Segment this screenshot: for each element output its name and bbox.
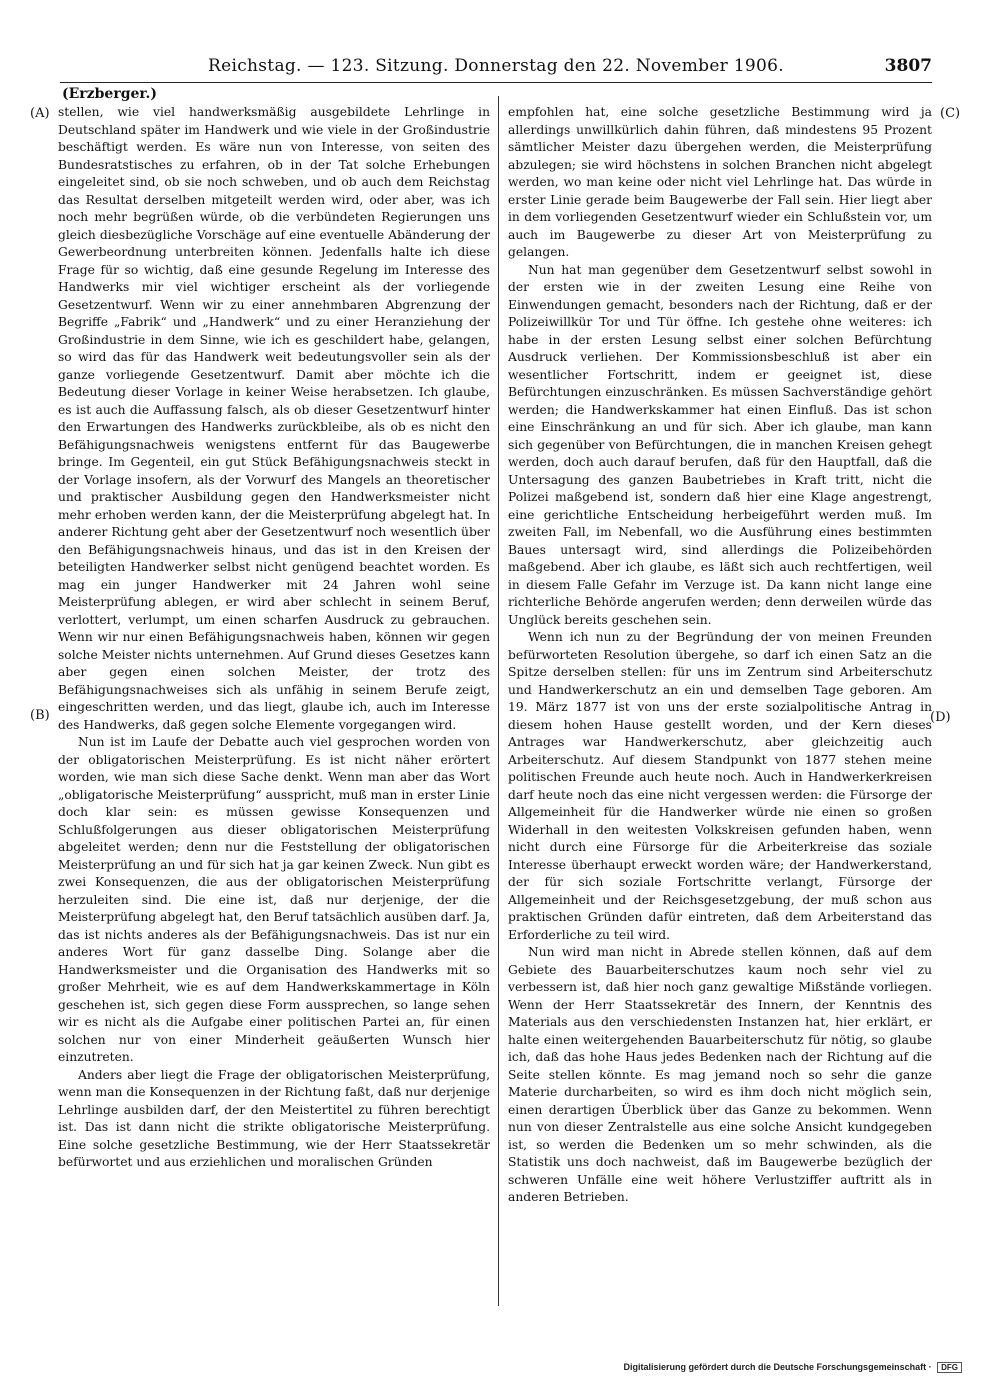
margin-mark-b: (B) — [30, 708, 50, 723]
paragraph: Nun wird man nicht in Abrede stellen können, daß auf dem Gebiete des Bauarbeiterschutzes kaum noch sehr viel zu verbessern ist, daß hier noch ganz gewaltige Mißstände vorliegen. Wenn der Herr Staatssekretär des Innern, der Kenntnis des Materials aus den verschiedensten Instanzen hat, hier erklärt, er halte einen weitergehenden Bauarbeiterschutz für nötig, so glaube ich, daß das hohe Haus jedes Bedenken nach der Richtung auf die Seite stellen könnte. Es mag jemand noch so sehr die ganze Materie durcharbeiten, so wird es ihm doch nicht möglich sein, einen derartigen Überblick über das Ganze zu bekommen. Wenn nun von dieser Zentralstelle aus eine solche Ansicht kundgegeben ist, so werden die Bedenken um so mehr schwinden, als die Statistik uns doch nachweist, daß im Baugewerbe bezüglich der schweren Unfälle eine weit höhere Verlustziffer auftritt als in anderen Betrieben. — [508, 945, 932, 1204]
column-divider — [498, 96, 499, 1306]
page-number: 3807 — [884, 56, 932, 76]
paragraph: Nun hat man gegenüber dem Gesetzentwurf selbst sowohl in der ersten wie in der zweiten Lesung eine Reihe von Einwendungen gemacht, besonders nach der Richtung, daß er der Polizeiwillkür Tor und Tür öffne. Ich gestehe ohne weiteres: ich habe in der ersten Lesung selbst einer solchen Befürchtung Ausdruck verliehen. Der Kommissionsbeschluß ist aber ein wesentlicher Fortschritt, indem er geeignet ist, diese Befürchtungen einzuschränken. Es müssen Sachverständige gehört werden; die Handwerkskammer hat einen Einfluß. Das ist schon eine Einschränkung an und für sich. Aber ich glaube, man kann sich gegenüber von Befürchtungen, die in manchen Kreisen gehegt werden, doch auch darauf berufen, daß für den Hauptfall, daß die Untersagung des ganzen Baubetriebes in Kraft tritt, nicht die Polizei maßgebend ist, sondern daß hier eine Klage angestrengt, eine gerichtliche Entscheidung herbeigeführt werden muß. Im zweiten Fall, im Nebenfall, wo die Ausführung eines bestimmten Baues untersagt wird, sind allerdings die Polizeibehörden maßgebend. Aber ich glaube, es läßt sich auch rechtfertigen, weil in diesem Falle Gefahr im Verzuge ist. Da kann nicht lange eine richterliche Behörde angerufen werden; denn derweilen würde das Unglück bereits geschehen sein. — [508, 262, 932, 627]
paragraph: Anders aber liegt die Frage der obligatorischen Meisterprüfung, wenn man die Konsequenzen in der Richtung faßt, daß nur derjenige Lehrlinge ausbilden darf, der den Meistertitel zu führen berechtigt ist. Das ist dann nicht die strikte obligatorische Meisterprüfung. Eine solche gesetzliche Bestimmung, wie der Herr Staatssekretär befürwortet und aus erziehlichen und moralischen Gründen — [58, 1067, 490, 1169]
right-column — [508, 104, 932, 1354]
paragraph: Wenn ich nun zu der Begründung der von meinen Freunden befürworteten Resolution übergehe, so darf ich einen Satz an die Spitze derselben stellen: für uns im Zentrum sind Arbeiterschutz und Handwerkerschutz an ein und demselben Tage geboren. Am 19. März 1877 ist von uns der erste sozialpolitische Antrag in diesem hohen Hause gestellt worden, und der Kern dieses Antrages war Handwerkerschutz, aber gleichzeitig auch Arbeiterschutz. Auf diesem Standpunkt von 1877 stehen meine politischen Freunde auch heute noch. Auch in Handwerkerkreisen darf heute noch das eine nicht vergessen werden: die Fürsorge der Allgemeinheit für die Handwerker würde nie einen so großen Widerhall in den weitesten Volkskreisen gefunden haben, wenn nicht durch eine Fürsorge für die Arbeiterkreise das soziale Interesse überhaupt erweckt worden wäre; der Handwerkerstand, der für sich soziale Fortschritte verlangt, Fürsorge der Allgemeinheit und der Reichsgesetzgebung, der muß schon aus praktischen Gründen dafür eintreten, daß dem Arbeiterstand das Erforderliche zu teil wird. — [508, 630, 932, 942]
margin-mark-a: (A) — [30, 106, 50, 121]
footer-text: Digitalisierung gefördert durch die Deutsche Forschungsgemeinschaft · — [623, 1362, 932, 1372]
paragraph: stellen, wie viel handwerksmäßig ausgebildete Lehrlinge in Deutschland später im Handwerk und wie viele in der Großindustrie beschäftigt werden. Es wäre nun von Interesse, von seiten des Bundesratstisches zu erfahren, ob in der Tat solche Erhebungen eingeleitet sind, ob sie noch schweben, und ob auch dem Reichstag das Resultat derselben mitgeteilt werden wird, oder aber, was ich noch mehr begrüßen würde, ob die verbündeten Regierungen uns gleich diesbezügliche Vorschäge auf eine eventuelle Abänderung der Gewerbeordnung unterbreiten können. Jedenfalls halte ich diese Frage für so wichtig, daß eine gesunde Regelung im Interesse des Handwerks mir viel wichtiger erscheint als der vorliegende Gesetzentwurf. Wenn wir zu einer annehmbaren Abgrenzung der Begriffe „Fabrik“ und „Handwerk“ und zu einer Heranziehung der Großindustrie in dem Sinne, wie ich es geschildert habe, gelangen, so wird das für das Handwerk weit bedeutungsvoller sein als der ganze vorliegende Gesetzentwurf. Damit aber möchte ich die Bedeutung dieser Vorlage in keiner Weise herabsetzen. Ich glaube, es ist auch die Auffassung falsch, als ob dieser Gesetzentwurf hinter den Erwartungen des Handwerks zurückbleibe, als ob es nicht den Befähigungsnachweis wenigstens entfernt für das Baugewerbe bringe. Im Gegenteil, ein gut Stück Befähigungsnachweis steckt in der Vorlage insofern, als der Vorwurf des Mangels an theoretischer und praktischer Ausbildung gegen den Handwerksmeister nicht mehr erhoben werden kann, der die Meisterprüfung abgelegt hat. In anderer Richtung geht aber der Gesetzentwurf noch wesentlich über den Befähigungsnachweis hinaus, und das ist in den Kreisen der beteiligten Handwerker selbst nicht genügend beachtet worden. Es mag ein junger Handwerker mit 24 Jahren wohl seine Meisterprüfung ablegen, er wird aber schlecht in seinem Beruf, verlottert, verlumpt, um einen scharfen Ausdruck zu gebrauchen. Wenn wir nur einen Befähigungsnachweis haben, können wir gegen solche Meister nichts unternehmen. Auf Grund dieses Gesetzes kann aber gegen einen solchen Meister, der trotz des Befähigungsnachweises sich als unfähig in seinem Berufe zeigt, eingeschritten werden, und das liegt, glaube ich, auch im Interesse des Handwerks, daß gegen solche Elemente vorgegangen wird. — [58, 105, 490, 732]
paragraph: empfohlen hat, eine solche gesetzliche Bestimmung wird ja allerdings unwillkürlich dahin führen, daß mindestens 95 Prozent sämtlicher Meister dazu übergehen werden, die Meisterprüfung abzulegen; sie wird höchstens in solchen Branchen nicht abgelegt werden, wo man keine oder nicht viel Lehrlinge hat. Das würde in erster Linie gerade beim Baugewerbe der Fall sein. Hier liegt aber in dem vorliegenden Gesetzentwurf wieder ein Schlußstein vor, um auch im Baugewerbe zu dieser Art von Meisterprüfung zu gelangen. — [508, 105, 932, 259]
footer — [624, 1362, 962, 1373]
margin-mark-c: (C) — [940, 106, 961, 121]
paragraph: Nun ist im Laufe der Debatte auch viel gesprochen worden von der obligatorischen Meisterprüfung. Es ist nicht näher erörtert worden, wie man sich diese Sache denkt. Wenn man aber das Wort „obligatorische Meisterprüfung“ ausspricht, muß man in erster Linie doch klar sein: es müssen gewisse Konsequenzen und Schlußfolgerungen aus dieser obligatorischen Meisterprüfung abgeleitet werden; denn nur die Feststellung der obligatorischen Meisterprüfung an und für sich hat ja gar keinen Zweck. Nun gibt es zwei Konsequenzen, die aus der obligatorischen Meisterprüfung herzuleiten sind. Die eine ist, daß nur derjenige, der die Meisterprüfung abgelegt hat, den Beruf tatsächlich ausüben darf. Ja, das ist nichts anderes als der Befähigungsnachweis. Das ist nur ein anderes Wort für ganz dasselbe Ding. Solange aber die Handwerksmeister und die Organisation des Handwerks mit so großer Mehrheit, wie es auf dem Handwerkskammertage in Köln geschehen ist, sich gegen diese Form aussprechen, so lange sehen wir es nicht als die Aufgabe einer politischen Partei an, für einen solchen nur von einer Minderheit geäußerten Wunsch hier einzutreten. — [58, 735, 490, 1064]
dfg-logo: DFG — [937, 1362, 962, 1373]
left-column — [58, 104, 490, 1354]
speaker-name: (Erzberger.) — [62, 86, 157, 102]
margin-mark-d: (D) — [930, 710, 951, 725]
page-header — [60, 52, 932, 83]
header-title: Reichstag. — 123. Sitzung. Donnerstag den 22. November 1906. — [208, 56, 784, 76]
